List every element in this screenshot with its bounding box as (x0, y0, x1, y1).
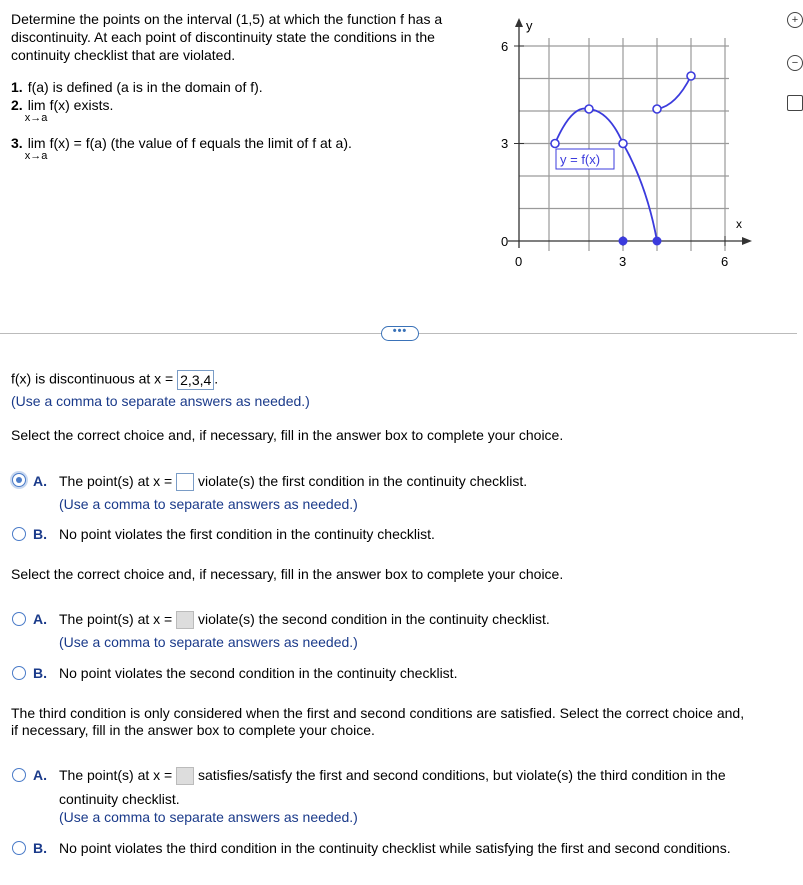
option-suffix: violate(s) the first condition in the continuity checklist. (198, 473, 528, 489)
third-prompt-line1: The third condition is only considered when the first and second conditions are satisfied. Select the correct choice and, (11, 705, 745, 721)
q2-option-a-text (59, 611, 550, 629)
condition-text: f(a) is defined (a is in the domain of f). (27, 79, 263, 95)
option-letter: A. (33, 473, 47, 489)
popout-icon[interactable] (787, 95, 803, 111)
function-graph (484, 16, 764, 276)
q1-option-a-radio[interactable] (12, 473, 26, 487)
open-point (653, 105, 661, 113)
option-letter: B. (33, 665, 47, 681)
third-prompt-line2: if necessary, fill in the answer box to complete your choice. (11, 722, 375, 738)
open-point (619, 140, 627, 148)
closed-point (619, 237, 628, 246)
curve-segment (589, 109, 623, 144)
option-letter: A. (33, 767, 47, 783)
discontinuous-answer-box[interactable]: 2,3,4 (177, 370, 214, 390)
lim-word: lim (27, 135, 46, 151)
q2-option-a-radio[interactable] (12, 612, 26, 626)
option-suffix: violate(s) the second condition in the continuity checklist. (198, 611, 550, 627)
comma-hint: (Use a comma to separate answers as needed.) (11, 393, 310, 409)
lim-subscript: x→a (24, 150, 48, 162)
closed-point (653, 237, 662, 246)
option-letter: B. (33, 840, 47, 856)
q2-answer-input[interactable] (176, 611, 194, 629)
lim-word: lim (27, 97, 46, 113)
limit-notation (24, 97, 48, 124)
q3-option-a-text (59, 767, 726, 785)
condition-text: f(x) exists. (49, 97, 114, 113)
curve-segment (657, 76, 691, 109)
open-point (585, 105, 593, 113)
problem-statement: Determine the points on the interval (1,5) at which the function f has a discontinuity. At each point of discontinuity state the conditions in the continuity checklist that are violated. (11, 11, 443, 63)
limit-notation (24, 135, 48, 162)
q1-hint: (Use a comma to separate answers as needed.) (59, 496, 358, 512)
period: . (214, 370, 219, 387)
condition-2 (11, 97, 114, 124)
lim-subscript: x→a (24, 112, 48, 124)
y-tick-label: 3 (501, 136, 509, 151)
x-tick-label: 6 (721, 254, 729, 269)
q3-answer-input[interactable] (176, 767, 194, 785)
q2-option-b-radio[interactable] (12, 666, 26, 680)
x-tick-label: 3 (619, 254, 627, 269)
condition-3 (11, 135, 352, 162)
condition-number: 2. (11, 97, 23, 113)
y-axis-label: y (526, 18, 533, 33)
y-tick-label: 0 (501, 234, 509, 249)
more-button[interactable]: ••• (381, 326, 419, 341)
condition-text: f(x) = f(a) (the value of f equals the limit of f at a). (49, 135, 352, 151)
option-prefix: The point(s) at x = (59, 611, 173, 627)
curve-segment (623, 144, 657, 242)
q3-option-b-radio[interactable] (12, 841, 26, 855)
q1-option-b-text: No point violates the first condition in the continuity checklist. (59, 526, 435, 542)
zoom-in-icon[interactable]: + (787, 12, 803, 28)
curve-segment (555, 108, 589, 143)
q2-option-b-text: No point violates the second condition in the continuity checklist. (59, 665, 458, 681)
q3-hint: (Use a comma to separate answers as needed.) (59, 809, 358, 825)
y-axis-arrow (515, 18, 523, 27)
condition-1 (11, 79, 263, 95)
q1-option-a-text (59, 473, 527, 491)
q3-option-a-text-cont: continuity checklist. (59, 791, 180, 807)
option-suffix: satisfies/satisfy the first and second conditions, but violate(s) the third condition in the (198, 767, 726, 783)
option-letter: B. (33, 526, 47, 542)
condition-number: 3. (11, 135, 23, 151)
open-point (687, 72, 695, 80)
x-axis-arrow (742, 237, 752, 245)
select-prompt-2: Select the correct choice and, if necessary, fill in the answer box to complete your choice. (11, 566, 564, 582)
option-prefix: The point(s) at x = (59, 473, 173, 489)
q1-option-b-radio[interactable] (12, 527, 26, 541)
x-axis-label: x (736, 217, 742, 231)
discontinuous-line (11, 370, 218, 390)
y-tick-label: 6 (501, 39, 509, 54)
option-prefix: The point(s) at x = (59, 767, 173, 783)
q3-option-b-text: No point violates the third condition in the continuity checklist while satisfying the first and second conditions. (59, 840, 731, 856)
zoom-out-icon[interactable]: − (787, 55, 803, 71)
option-letter: A. (33, 611, 47, 627)
discontinuous-prefix: f(x) is discontinuous at x = (11, 370, 174, 387)
open-point (551, 140, 559, 148)
select-prompt: Select the correct choice and, if necessary, fill in the answer box to complete your choice. (11, 427, 564, 443)
q3-option-a-radio[interactable] (12, 768, 26, 782)
q1-answer-input[interactable] (176, 473, 194, 491)
condition-number: 1. (11, 79, 23, 95)
x-tick-label: 0 (515, 254, 523, 269)
curve-label: y = f(x) (560, 152, 601, 167)
q2-hint: (Use a comma to separate answers as needed.) (59, 634, 358, 650)
